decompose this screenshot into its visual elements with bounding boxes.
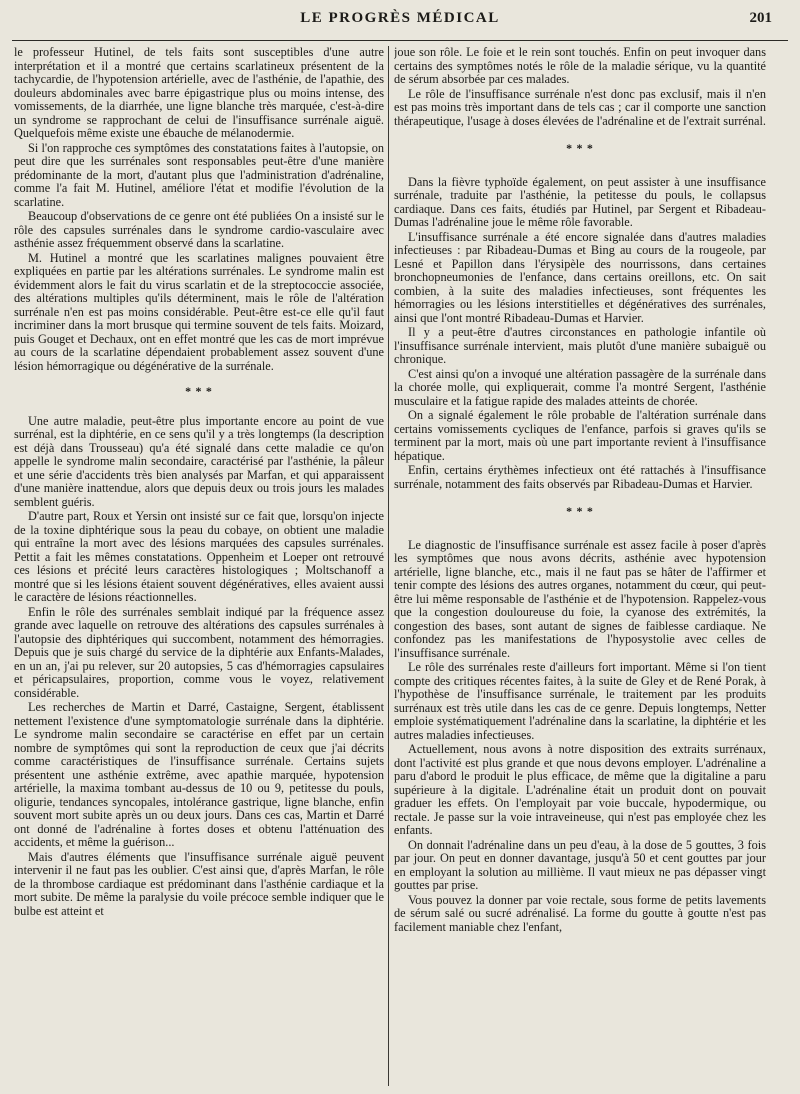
paragraph: On a signalé également le rôle probable de l'altération surrénale dans certains vomissements cycliques de l'enfance, parfois si graves qu'ils se terminent par la mort, mais où une part importante revient à l'insuffisance hépatique. <box>394 408 766 463</box>
page-number: 201 <box>749 10 772 26</box>
section-separator: * * * <box>566 504 594 518</box>
paragraph: Enfin, certains érythèmes infectieux ont été rattachés à l'insuffisance surrénale, notamment des faits observés par Ribadeau-Dumas et Harvier. <box>394 463 766 491</box>
paragraph: Vous pouvez la donner par voie rectale, sous forme de petits lavements de sérum salé ou sucré adrénalisé. La forme du goutte à goutte n'est pas facilement maniable chez l'enfant, <box>394 892 766 934</box>
page-header <box>0 6 800 32</box>
paragraph: le professeur Hutinel, de tels faits sont susceptibles d'une autre interprétation et il a montré que certains scarlatineux présentent de la tachycardie, de l'hypotension artérielle, avec de l'asthénie, de l'apathie, des douleurs abdominales avec barre épigastrique plus ou moins intense, des vomissements, de la diarrhée, une ligne blanche très marquée, c'est-à-dire un syndrome se rapprochant de celui de l'insuffisance surrénale aiguë. Quelquefois même existe une ébauche de mélanodermie. <box>14 46 384 140</box>
paragraph: C'est ainsi qu'on a invoqué une altération passagère de la surrénale dans la chorée molle, qui expliquerait, comme l'a montré Sergent, l'asthénie musculaire et la fatigue rapide des malades atteints de chorée. <box>394 366 766 408</box>
paragraph: Il y a peut-être d'autres circonstances en pathologie infantile où l'insuffisance surrénale intervient, mais plutôt d'une manière subaiguë ou chronique. <box>394 325 766 366</box>
paragraph: Le rôle des surrénales reste d'ailleurs fort important. Même si l'on tient compte des critiques récentes faites, à la suite de Gley et de René Porak, à l'hypothèse de l'insuffisance surrénale, le traitement par les produits surrénaux est très utile dans les cas de ce genre. Depuis longtemps, Netter emploie systématiquement l'adrénaline dans la scarlatine, la diphtérie et les autres maladies infectieuses. <box>394 660 766 742</box>
section-separator: * * * <box>566 141 594 155</box>
journal-title: LE PROGRÈS MÉDICAL <box>300 10 500 26</box>
paragraph: Beaucoup d'observations de ce genre ont été publiées On a insisté sur le rôle des capsules surrénales dans le syndrome cardio-vasculaire avec asthénie assez fréquemment observé dans la scarlatine. <box>14 209 384 250</box>
paragraph: Si l'on rapproche ces symptômes des constatations faites à l'autopsie, on peut dire que les surrénales sont responsables peut-être d'une manière prédominante de la mort, d'autant plus que l'administration d'adrénaline, comme l'a fait M. Hutinel, améliore l'état et modifie l'évolution de la scarlatine. <box>14 140 384 209</box>
paragraph: Une autre maladie, peut-être plus importante encore au point de vue surrénal, est la diphtérie, en ce sens qu'il y a très longtemps (la description est déjà dans Trousseau) qu'a été signalé dans cette maladie ce qu'on appelle le syndrome malin secondaire, caractérisé par l'asthénie, la pâleur et une série d'accidents très bien analysés par Marfan, et qui apparaissent d'une manière inattendue, alors que depuis deux ou trois jours les malades semblent guéris. <box>14 413 384 509</box>
paragraph: Le diagnostic de l'insuffisance surrénale est assez facile à poser d'après les symptômes que nous avons décrits, asthénie avec hypotension artérielle, ligne blanche, etc., mais il ne faut pas se hâter de l'affirmer et tenir compte des lésions des autres organes, notamment du cœur, qui peut-être lui même responsable de l'asthénie et de l'hypotension. Rappelez-vous que la congestion douloureuse du foie, la cyanose des extrémités, la congestion des bases, sont autant de signes de faiblesse cardiaque. Ne confondez pas les manifestations de l'hyposystolie avec celles de l'insuffisance surrénale. <box>394 537 766 660</box>
header-rule <box>12 40 788 41</box>
paragraph: Mais d'autres éléments que l'insuffisance surrénale aiguë peuvent intervenir il ne faut pas les oublier. C'est ainsi que, d'après Marfan, le rôle de la thrombose cardiaque est prédominant dans l'asthénie cardiaque et la mort subite. De même la paralysie du voile précoce semble indiquer que le bulbe est atteint et <box>14 849 384 918</box>
column-divider <box>388 46 389 1086</box>
paragraph: Actuellement, nous avons à notre disposition des extraits surrénaux, dont l'activité est plus grande et que nous devons employer. L'adrénaline a paru d'abord le produit le plus efficace, de même que la digitaline a paru supérieure à la digitale. L'adrénaline était un produit dont on pouvait graduer les effets. On l'employait par voie buccale, hypodermique, ou rectale. Je passe sur la voie intraveineuse, qui n'est pas employée chez les enfants. <box>394 742 766 837</box>
paragraph: M. Hutinel a montré que les scarlatines malignes pouvaient être expliquées en partie par les altérations surrénales. Le syndrome malin est évidemment alors le fait du virus scarlatin et de la streptococcie associée, des altérations multiples qu'ils déterminent, mais le rôle de l'altération surrénale n'en est pas moins considérable. Peut-être est-ce elle qu'il faut incriminer dans la mort brusque qui termine souvent de tels faits. Moizard, puis Gouget et Dechaux, ont en effet montré que les cas de mort imprévue au cours de la scarlatine dépendaient probablement assez souvent d'une lésion hémorragique ou dégénérative de la surrénale. <box>14 250 384 373</box>
paragraph: Les recherches de Martin et Darré, Castaigne, Sergent, établissent nettement l'existence d'une symptomatologie surrénale dans la diphtérie. Le syndrome malin secondaire se caractérise en effet par un certain nombre de symptômes qui sont la reproduction de ceux que j'ai décrits comme caractéristiques de l'insuffisance surrénale. Certains sujets présentent une asthénie extrême, avec apathie marquée, hypotension artérielle, la maxima tombant au-dessus de 10 ou 9, petitesse du pouls, oligurie, tendances syncopales, intolérance gastrique, ligne blanche, enfin souvent mort subite après un ou deux jours. Dans ces cas, Martin et Darré ont donné de l'adrénaline à fortes doses et obtenu l'atténuation des accidents, et même la guérison... <box>14 700 384 849</box>
paragraph: On donnait l'adrénaline dans un peu d'eau, à la dose de 5 gouttes, 3 fois par jour. On peut en donner davantage, jusqu'à 50 et cent gouttes par jour en employant la solution au millième. Il vaut mieux ne pas dépasser vingt gouttes par prise. <box>394 837 766 892</box>
paragraph: Enfin le rôle des surrénales semblait indiqué par la fréquence assez grande avec laquelle on retrouve des altérations des capsules surrénales à l'autopsie des diphtériques qui succombent, notamment des hémorragies. Depuis que je suis chargé du service de la diphtérie aux Enfants-Malades, en un an, j'ai pu relever, sur 20 autopsies, 5 cas d'hémorragies capsulaires et péricapsulaires, proportion, comme vous le voyez, relativement considérable. <box>14 604 384 700</box>
paragraph: D'autre part, Roux et Yersin ont insisté sur ce fait que, lorsqu'on injecte de la toxine diphtérique sous la peau du cobaye, on obtient une maladie qui entraîne la mort avec des lésions marquées des capsules surrénales. Pettit a fait les mêmes constatations. Oppenheim et Loeper ont retrouvé ces lésions et précité leurs caractères histologiques ; Moltschanoff a montré que si les lésions étaient souvent dégénératives, elles avaient aussi le caractère de lésions réactionnelles. <box>14 509 384 604</box>
paragraph: Dans la fièvre typhoïde également, on peut assister à une insuffisance surrénale, traduite par l'asthénie, la petitesse du pouls, le collapsus cardiaque. Dans ces faits, étudiés par Hutinel, par Sergent et Ribadeau-Dumas l'adrénaline joue le même rôle favorable. <box>394 174 766 229</box>
paragraph: Le rôle de l'insuffisance surrénale n'est donc pas exclusif, mais il n'en est pas moins très important dans de tels cas ; car il comporte une sanction thérapeutique, l'usage à doses élevées de l'adrénaline et de l'extrait surrénal. <box>394 86 766 128</box>
paragraph: L'insuffisance surrénale a été encore signalée dans d'autres maladies infectieuses : par Ribadeau-Dumas et Bing au cours de la rougeole, par Lesné et Papillon dans l'érysipèle des nourrissons, dans certaines bronchopneumonies de l'enfance, dans certains oreillons, etc. On sait combien, à la suite des maladies infectieuses, sont fréquentes les hémorragies ou les lésions interstitielles et dégénératives des surrénales, ainsi que l'ont montré Ribadeau-Dumas et Harvier. <box>394 229 766 325</box>
left-column <box>14 46 384 1086</box>
paragraph: joue son rôle. Le foie et le rein sont touchés. Enfin on peut invoquer dans certains des symptômes notés le rôle de la maladie sérique, vu la quantité de sérum absorbée par ces malades. <box>394 46 766 86</box>
right-column <box>394 46 766 1086</box>
section-separator: * * * <box>185 384 213 398</box>
